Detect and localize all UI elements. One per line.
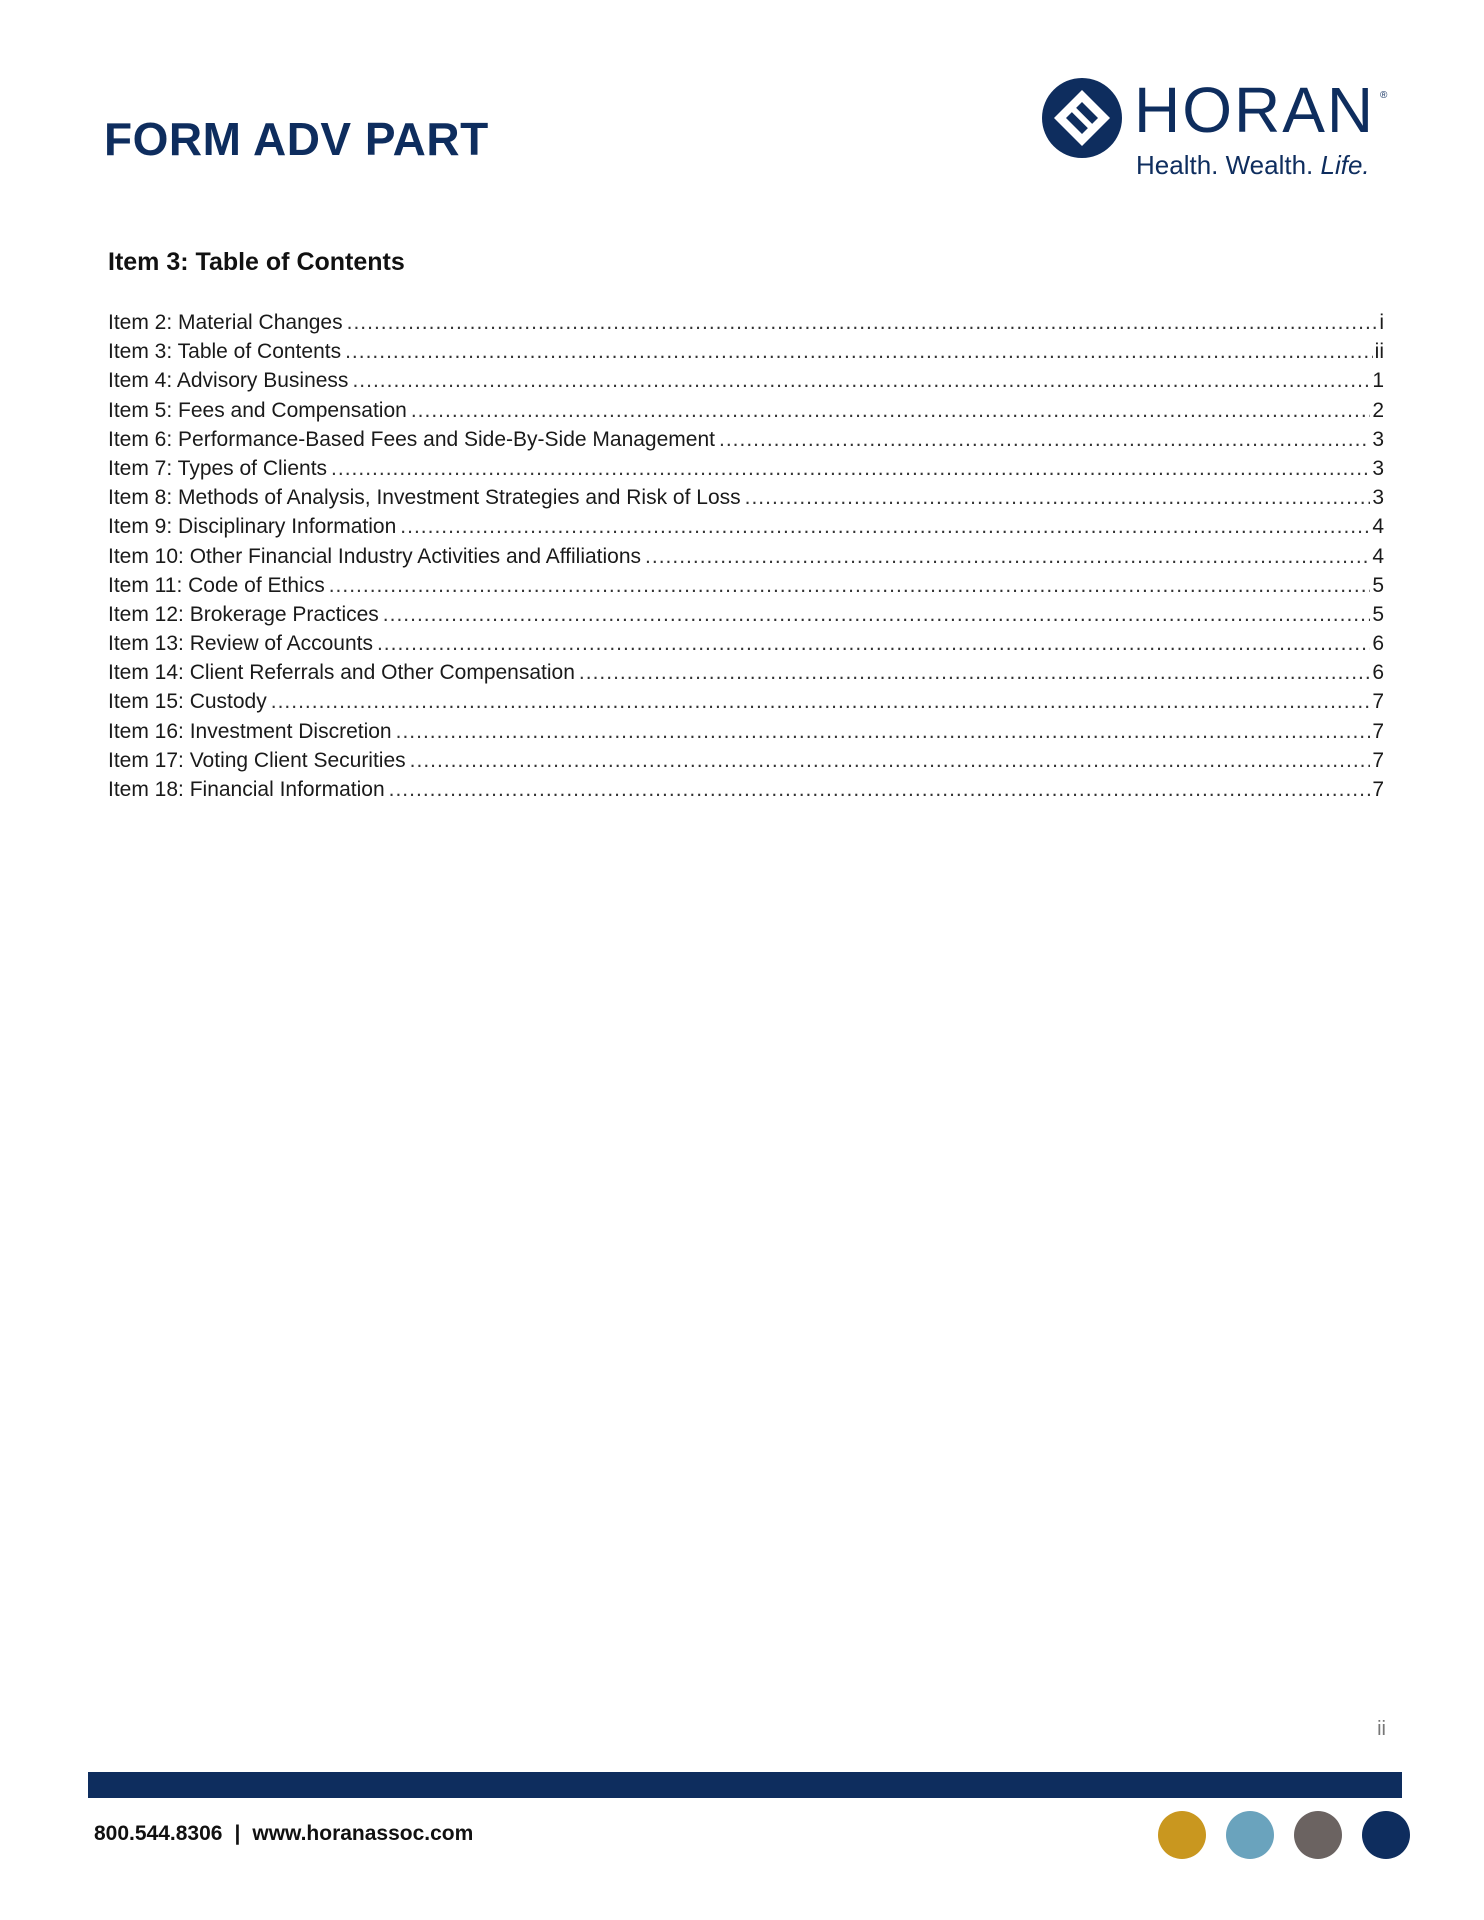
logo-name: HORAN [1134,74,1376,146]
toc-entry[interactable] [108,690,1384,719]
table-of-contents [108,311,1384,807]
toc-entry-label: Item 7: Types of Clients [108,456,328,480]
horan-diamond-icon [1040,76,1124,160]
footer-bar [88,1772,1402,1798]
toc-entry-page: 7 [1372,719,1384,743]
toc-leader-dots [579,661,1370,685]
toc-entry-page: 4 [1372,515,1384,539]
toc-leader-dots [645,545,1370,569]
toc-entry-label: Item 9: Disciplinary Information [108,515,397,539]
toc-entry[interactable] [108,311,1384,340]
toc-entry-label: Item 2: Material Changes [108,311,343,334]
toc-entry-label: Item 5: Fees and Compensation [108,398,407,422]
toc-entry-page: 7 [1372,778,1384,801]
toc-entry-label: Item 3: Table of Contents [108,340,342,364]
toc-entry[interactable] [108,574,1384,603]
toc-leader-dots [271,690,1371,714]
toc-entry[interactable] [108,369,1384,398]
footer-separator: | [234,1822,241,1845]
toc-entry-label: Item 6: Performance-Based Fees and Side-By-Side Management [108,427,715,451]
toc-entry[interactable] [108,749,1384,778]
toc-leader-dots [377,632,1370,656]
toc-entry-label: Item 15: Custody [108,690,267,714]
toc-entry-page: 1 [1372,369,1384,393]
footer-dot-navy [1362,1811,1410,1859]
toc-entry-page: i [1379,311,1384,334]
toc-entry-label: Item 17: Voting Client Securities [108,748,406,772]
toc-entry-page: 3 [1372,427,1384,451]
toc-entry-page: 6 [1372,632,1384,656]
toc-entry-label: Item 12: Brokerage Practices [108,602,379,626]
toc-entry-page: 5 [1372,602,1384,626]
toc-entry[interactable] [108,515,1384,544]
logo-registered-mark: ® [1380,90,1388,101]
toc-entry-page: 3 [1372,486,1384,510]
toc-entry[interactable] [108,720,1384,749]
toc-leader-dots [352,369,1370,393]
toc-entry[interactable] [108,545,1384,574]
footer-phone[interactable]: 800.544.8306 [94,1822,223,1845]
toc-entry[interactable] [108,778,1384,807]
toc-entry-label: Item 4: Advisory Business [108,369,349,393]
footer-dot-gray [1294,1811,1342,1859]
toc-leader-dots [329,574,1371,598]
toc-leader-dots [745,486,1371,510]
logo-tagline-plain: Health. Wealth. [1136,150,1314,180]
toc-heading: Item 3: Table of Contents [108,248,405,276]
toc-entry-page: 6 [1372,661,1384,685]
toc-leader-dots [345,340,1373,364]
toc-leader-dots [411,399,1370,423]
toc-leader-dots [383,603,1371,627]
toc-entry-label: Item 8: Methods of Analysis, Investment Strategies and Risk of Loss [108,486,741,510]
toc-entry-label: Item 16: Investment Discretion [108,719,392,743]
toc-leader-dots [347,311,1378,335]
toc-entry-label: Item 18: Financial Information [108,778,385,801]
logo-tagline [1136,150,1370,180]
page-number: ii [1377,1718,1386,1740]
toc-entry[interactable] [108,457,1384,486]
footer-dot-blue [1226,1811,1274,1859]
toc-entry[interactable] [108,603,1384,632]
toc-entry-label: Item 10: Other Financial Industry Activities and Affiliations [108,544,642,568]
toc-entry-page: 7 [1372,690,1384,714]
toc-leader-dots [331,457,1370,481]
page-title: FORM ADV PART [104,113,489,165]
horan-logo [1038,72,1398,192]
toc-entry-label: Item 13: Review of Accounts [108,632,373,656]
toc-leader-dots [410,749,1371,773]
toc-entry-page: ii [1374,340,1384,364]
footer-contact [94,1822,473,1846]
toc-entry-page: 5 [1372,573,1384,597]
toc-entry[interactable] [108,340,1384,369]
toc-entry[interactable] [108,428,1384,457]
toc-entry-page: 2 [1372,398,1384,422]
toc-entry-label: Item 14: Client Referrals and Other Compensation [108,661,575,685]
toc-entry[interactable] [108,661,1384,690]
toc-entry[interactable] [108,486,1384,515]
footer-dot-gold [1158,1811,1206,1859]
toc-leader-dots [719,428,1370,452]
toc-entry-page: 4 [1372,544,1384,568]
toc-entry[interactable] [108,399,1384,428]
toc-leader-dots [400,515,1370,539]
toc-leader-dots [396,720,1371,744]
footer-website-link[interactable]: www.horanassoc.com [252,1822,474,1845]
toc-entry-page: 3 [1372,456,1384,480]
toc-entry[interactable] [108,632,1384,661]
logo-tagline-italic: Life. [1320,150,1370,180]
toc-entry-label: Item 11: Code of Ethics [108,573,325,597]
toc-entry-page: 7 [1372,748,1384,772]
toc-leader-dots [389,778,1371,802]
